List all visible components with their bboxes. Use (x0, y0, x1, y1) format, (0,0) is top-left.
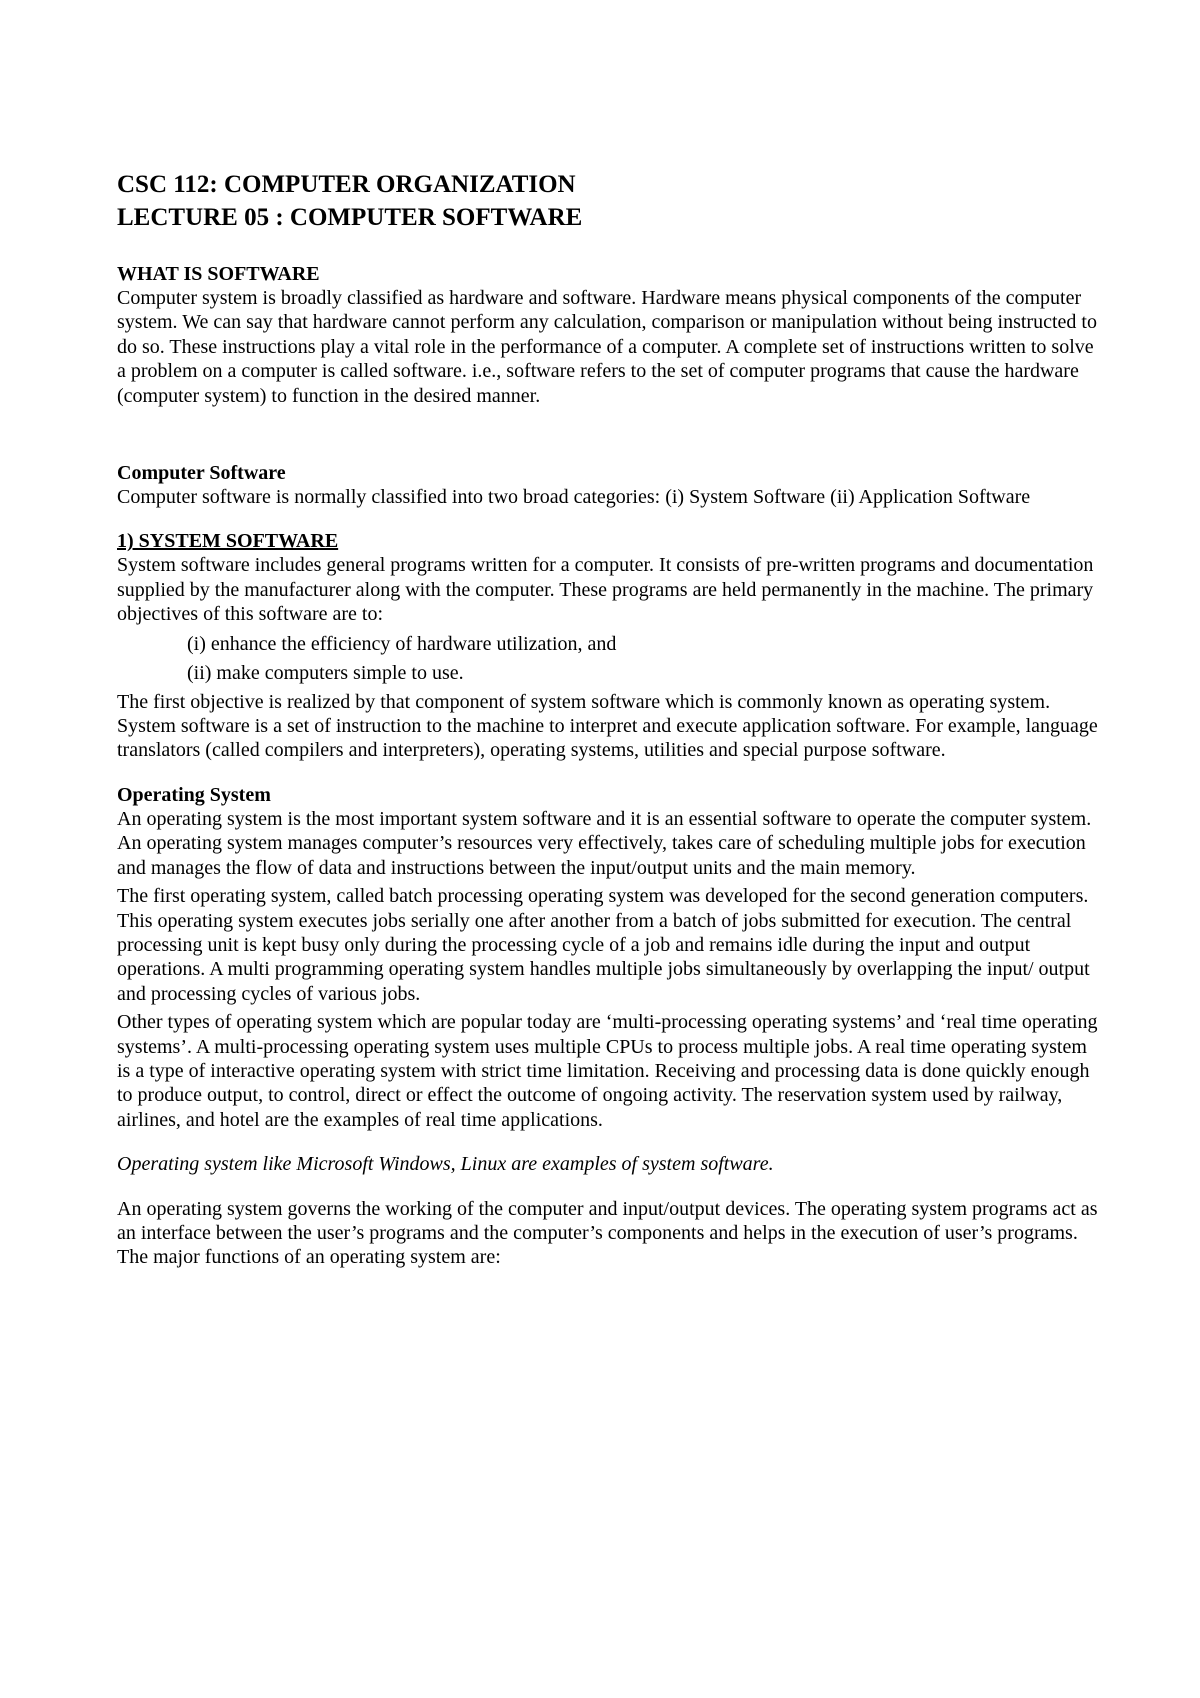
computer-software-heading: Computer Software (117, 462, 286, 485)
system-software-intro: System software includes general programs written for a computer. It consists of pre-written programs and documentation supplied by the manufacturer along with the computer. These programs are held permanently in the machine. The primary objectives of this software are to: (117, 554, 1094, 626)
operating-system-paragraph-1: An operating system is the most important system software and it is an essential software to operate the computer system. An operating system manages computer’s resources very effectively, takes care of scheduling multiple jobs for execution and manages the flow of data and instructions between the input/output units and the main memory. (117, 807, 1092, 879)
lecture-title: LECTURE 05 : COMPUTER SOFTWARE (117, 204, 583, 231)
what-is-software-paragraph: Computer system is broadly classified as hardware and software. Hardware means physical components of the computer system. We can say that hardware cannot perform any calculation, comparison or manipulation without being instructed to do so. These instructions play a vital role in the performance of a computer. A complete set of instructions written to solve a problem on a computer is called software. i.e., software refers to the set of computer programs that cause the hardware (computer system) to function in the desired manner. (117, 287, 1097, 407)
system-software-heading: 1) SYSTEM SOFTWARE (117, 530, 339, 553)
computer-software-paragraph: Computer software is normally classified into two broad categories: (i) System Software (ii) Application Software (117, 486, 1031, 509)
operating-system-functions-intro: An operating system governs the working of the computer and input/output devices. The operating system programs act as an interface between the user’s programs and the computer’s components and helps in the execution of user’s programs. The major functions of an operating system are: (117, 1197, 1098, 1269)
system-software-examples-note: Operating system like Microsoft Windows, Linux are examples of system software. (117, 1153, 774, 1176)
objective-item-2: (ii) make computers simple to use. (187, 661, 464, 684)
operating-system-paragraph-3: Other types of operating system which are popular today are ‘multi-processing operating systems’ and ‘real time operating systems’. A multi-processing operating system uses multiple CPUs to process multiple jobs. A real time operating system is a type of interactive operating system with strict time limitation. Receiving and processing data is done quickly enough to produce output, to control, direct or effect the outcome of ongoing activity. The reservation system used by railway, airlines, and hotel are the examples of real time applications. (117, 1011, 1098, 1131)
operating-system-heading: Operating System (117, 783, 271, 806)
system-software-paragraph: The first objective is realized by that component of system software which is commonly known as operating system. System software is a set of instruction to the machine to interpret and execute application software. For example, language translators (called compilers and interpreters), operating systems, utilities and special purpose software. (117, 690, 1098, 762)
course-title: CSC 112: COMPUTER ORGANIZATION (117, 171, 576, 198)
objective-item-1: (i) enhance the efficiency of hardware utilization, and (187, 632, 617, 655)
what-is-software-heading: WHAT IS SOFTWARE (117, 263, 320, 285)
operating-system-paragraph-2: The first operating system, called batch processing operating system was developed for the second generation computers. This operating system executes jobs serially one after another from a batch of jobs submitted for execution. The central processing unit is kept busy only during the processing cycle of a job and remains idle during the input and output operations. A multi programming operating system handles multiple jobs simultaneously by overlapping the input/ output and processing cycles of various jobs. (117, 885, 1090, 1005)
